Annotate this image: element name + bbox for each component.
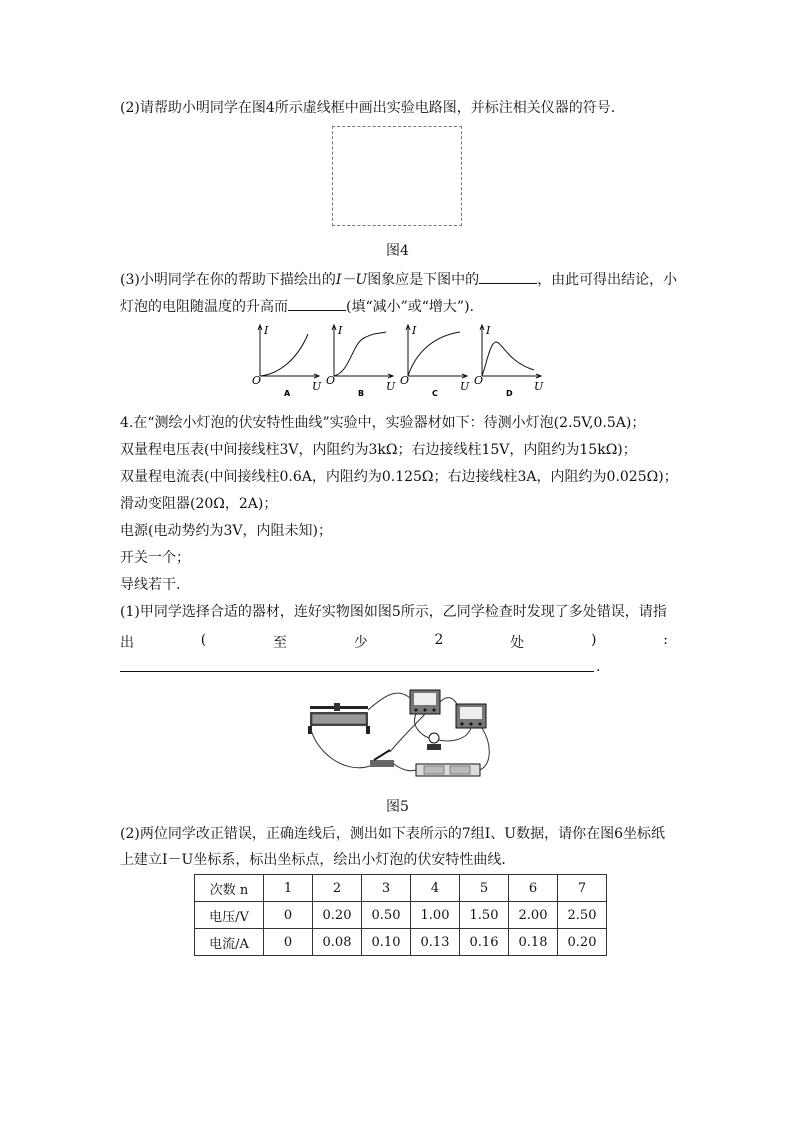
graph-d	[474, 324, 544, 398]
spread-char: 处	[510, 635, 525, 651]
question-4-line: (1)甲同学选择合适的器材，连好实物图如图5所示，乙同学检查时发现了多处错误，请指	[120, 604, 667, 620]
table-cell: 5	[460, 875, 509, 902]
spread-char: 至	[273, 635, 287, 651]
question-4-line: 双量程电压表(中间接线柱3V，内阻约为3kΩ；右边接线柱15V，内阻约为15kΩ)；	[120, 442, 637, 458]
question-2-text: (2)请帮助小明同学在图4所示虚线框中画出实验电路图，并标注相关仪器的符号.	[120, 100, 616, 116]
graph-label: C	[432, 389, 438, 398]
table-cell: 0.16	[460, 929, 509, 956]
table-cell: 1.00	[411, 902, 460, 929]
spread-char: 2	[434, 632, 444, 648]
voltmeter	[410, 690, 440, 714]
x-axis-label: U	[534, 380, 544, 393]
table-row	[195, 902, 607, 929]
question-3-line-1	[120, 269, 677, 289]
table-cell: 1	[264, 875, 313, 902]
x-axis-label: U	[386, 380, 396, 393]
spread-char: 出	[120, 635, 134, 651]
ammeter	[456, 704, 486, 728]
q3-text-d: 灯泡的电阻随温度的升高而	[120, 299, 288, 315]
graph-a	[252, 324, 322, 398]
table-cell: 3	[362, 875, 411, 902]
y-axis-label: I	[338, 324, 343, 337]
question-4-line: 双量程电流表(中间接线柱0.6A，内阻约为0.125Ω；右边接线柱3A，内阻约为0.025Ω)；	[120, 469, 678, 485]
question-4-line: 导线若干.	[120, 577, 181, 593]
origin-label: O	[326, 374, 336, 387]
table-row	[195, 929, 607, 956]
table-row-header: 电压/V	[195, 902, 264, 929]
figure-4-dashed-box	[332, 126, 462, 226]
x-axis-label: U	[312, 380, 322, 393]
table-cell: 0.20	[558, 929, 607, 956]
spread-char: 少	[353, 635, 368, 651]
question-2b-line-2: 上建立I－U坐标系，标出坐标点，绘出小灯泡的伏安特性曲线.	[120, 852, 506, 868]
table-cell: 1.50	[460, 902, 509, 929]
spread-char: )	[590, 632, 597, 648]
q3-text-a: (3)小明同学在你的帮助下描绘出的	[120, 272, 336, 288]
graph-label: B	[358, 389, 365, 398]
question-2b-line-1: (2)两位同学改正错误，正确连线后，测出如下表所示的7组I、U数据，请你在图6坐标纸	[120, 826, 665, 842]
table-cell: 0.13	[411, 929, 460, 956]
graph-label: A	[284, 389, 291, 398]
table-cell: 0	[264, 902, 313, 929]
battery	[416, 764, 480, 776]
data-table	[194, 874, 607, 956]
spread-char: (	[200, 632, 207, 648]
answer-line-end: .	[596, 659, 601, 675]
figure-5-apparatus	[306, 684, 498, 784]
spread-char: :	[663, 632, 668, 648]
figure-5-caption: 图5	[386, 799, 409, 815]
y-axis-label: I	[412, 324, 417, 337]
bulb	[427, 733, 441, 750]
table-cell: 0.10	[362, 929, 411, 956]
y-axis-label: I	[486, 324, 491, 337]
answer-blank-1	[479, 269, 537, 284]
question-4-line: 电源(电动势约为3V，内阻未知)；	[120, 523, 332, 539]
question-3-line-2	[120, 296, 474, 316]
table-cell: 2	[313, 875, 362, 902]
table-cell: 0	[264, 929, 313, 956]
table-cell: 2.00	[509, 902, 558, 929]
q3-text-c: ，由此可得出结论，小	[537, 272, 678, 288]
table-row	[195, 875, 607, 902]
origin-label: O	[400, 374, 410, 387]
q3-iu: I－U	[335, 272, 368, 288]
table-cell: 0.08	[313, 929, 362, 956]
question-4-line: 开关一个；	[120, 550, 190, 566]
iu-curve	[334, 332, 386, 376]
table-row-header: 次数 n	[195, 875, 264, 902]
table-row-header: 电流/A	[195, 929, 264, 956]
origin-label: O	[252, 374, 262, 387]
table-cell: 0.50	[362, 902, 411, 929]
origin-label: O	[474, 374, 484, 387]
question-4-spread-line	[120, 632, 668, 650]
question-4-line: 滑动变阻器(20Ω，2A)；	[120, 496, 278, 512]
table-cell: 4	[411, 875, 460, 902]
iu-curve	[260, 334, 308, 376]
table-cell: 6	[509, 875, 558, 902]
table-cell: 7	[558, 875, 607, 902]
graph-label: D	[506, 389, 513, 398]
graph-b	[326, 324, 396, 398]
q3-text-b: 图象应是下图中的	[367, 272, 480, 288]
table-cell: 0.20	[313, 902, 362, 929]
table-cell: 2.50	[558, 902, 607, 929]
y-axis-label: I	[264, 324, 269, 337]
q3-text-e: (填“减小”或“增大”).	[346, 299, 475, 315]
graph-c	[400, 324, 470, 398]
iu-graph-options	[252, 322, 548, 398]
rheostat	[308, 703, 370, 734]
table-cell: 0.18	[509, 929, 558, 956]
answer-line	[120, 671, 594, 672]
switch	[370, 750, 394, 767]
figure-4-caption: 图4	[386, 243, 409, 259]
iu-curve	[482, 342, 534, 376]
x-axis-label: U	[460, 380, 470, 393]
answer-blank-2	[288, 296, 346, 311]
iu-curve	[408, 332, 460, 376]
question-4-line: 4.在“测绘小灯泡的伏安特性曲线”实验中，实验器材如下：待测小灯泡(2.5V,0.5A)；	[120, 415, 646, 431]
